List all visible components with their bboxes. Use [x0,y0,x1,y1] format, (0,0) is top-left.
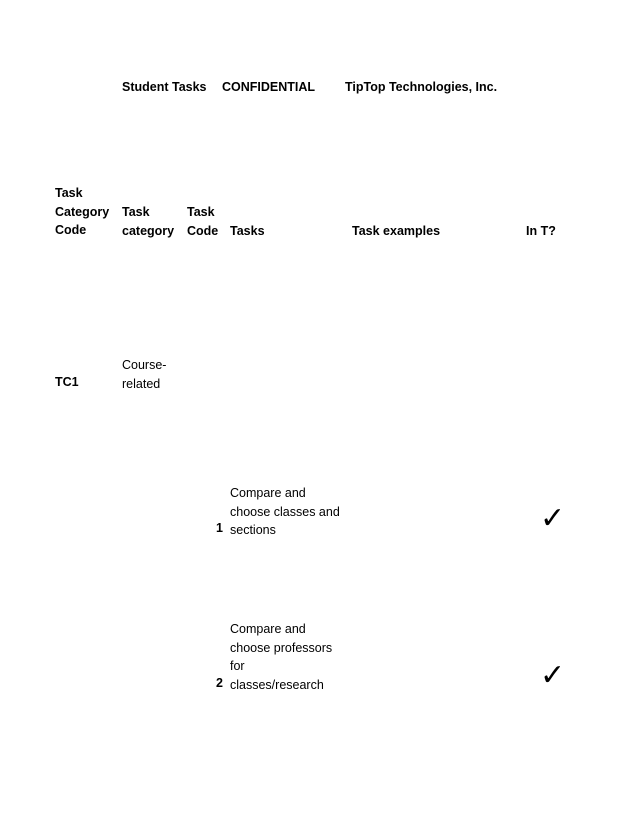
col-header-line: Task [122,205,150,219]
task-line: choose classes and [230,504,340,519]
task-line: choose professors [230,640,333,655]
category-code: TC1 [55,375,79,389]
col-task-category [122,203,174,240]
header-company: TipTop Technologies, Inc. [345,80,498,94]
col-tasks: Tasks [230,224,265,238]
col-header-line: Task [55,186,83,200]
category-name-line: Course- [122,358,167,372]
col-header-line: Code [187,223,219,238]
task-line: for [230,659,245,673]
check-mark-icon: ✓ [540,658,566,693]
header-student-tasks: Student Tasks [122,80,207,94]
col-header-line: Code [55,223,87,237]
col-header-line: category [122,223,175,238]
task-line: classes/research [230,677,324,692]
col-header-line: Category [55,204,110,219]
task-description-1 [230,484,340,540]
check-mark-icon: ✓ [540,501,566,536]
col-task-examples: Task examples [352,224,441,238]
col-in-t: In T? [526,224,556,238]
task-description-2 [230,620,332,694]
task-line: sections [230,523,276,537]
category-name [122,356,166,393]
task-line: Compare and [230,486,306,500]
task-code-2: 2 [216,676,223,690]
task-code-1: 1 [216,521,223,535]
task-line: Compare and [230,622,306,636]
category-name-line: related [122,376,161,391]
col-task-category-code [55,184,109,240]
col-task-code [187,203,218,240]
col-header-line: Task [187,205,215,219]
header-confidential: CONFIDENTIAL [222,80,316,94]
